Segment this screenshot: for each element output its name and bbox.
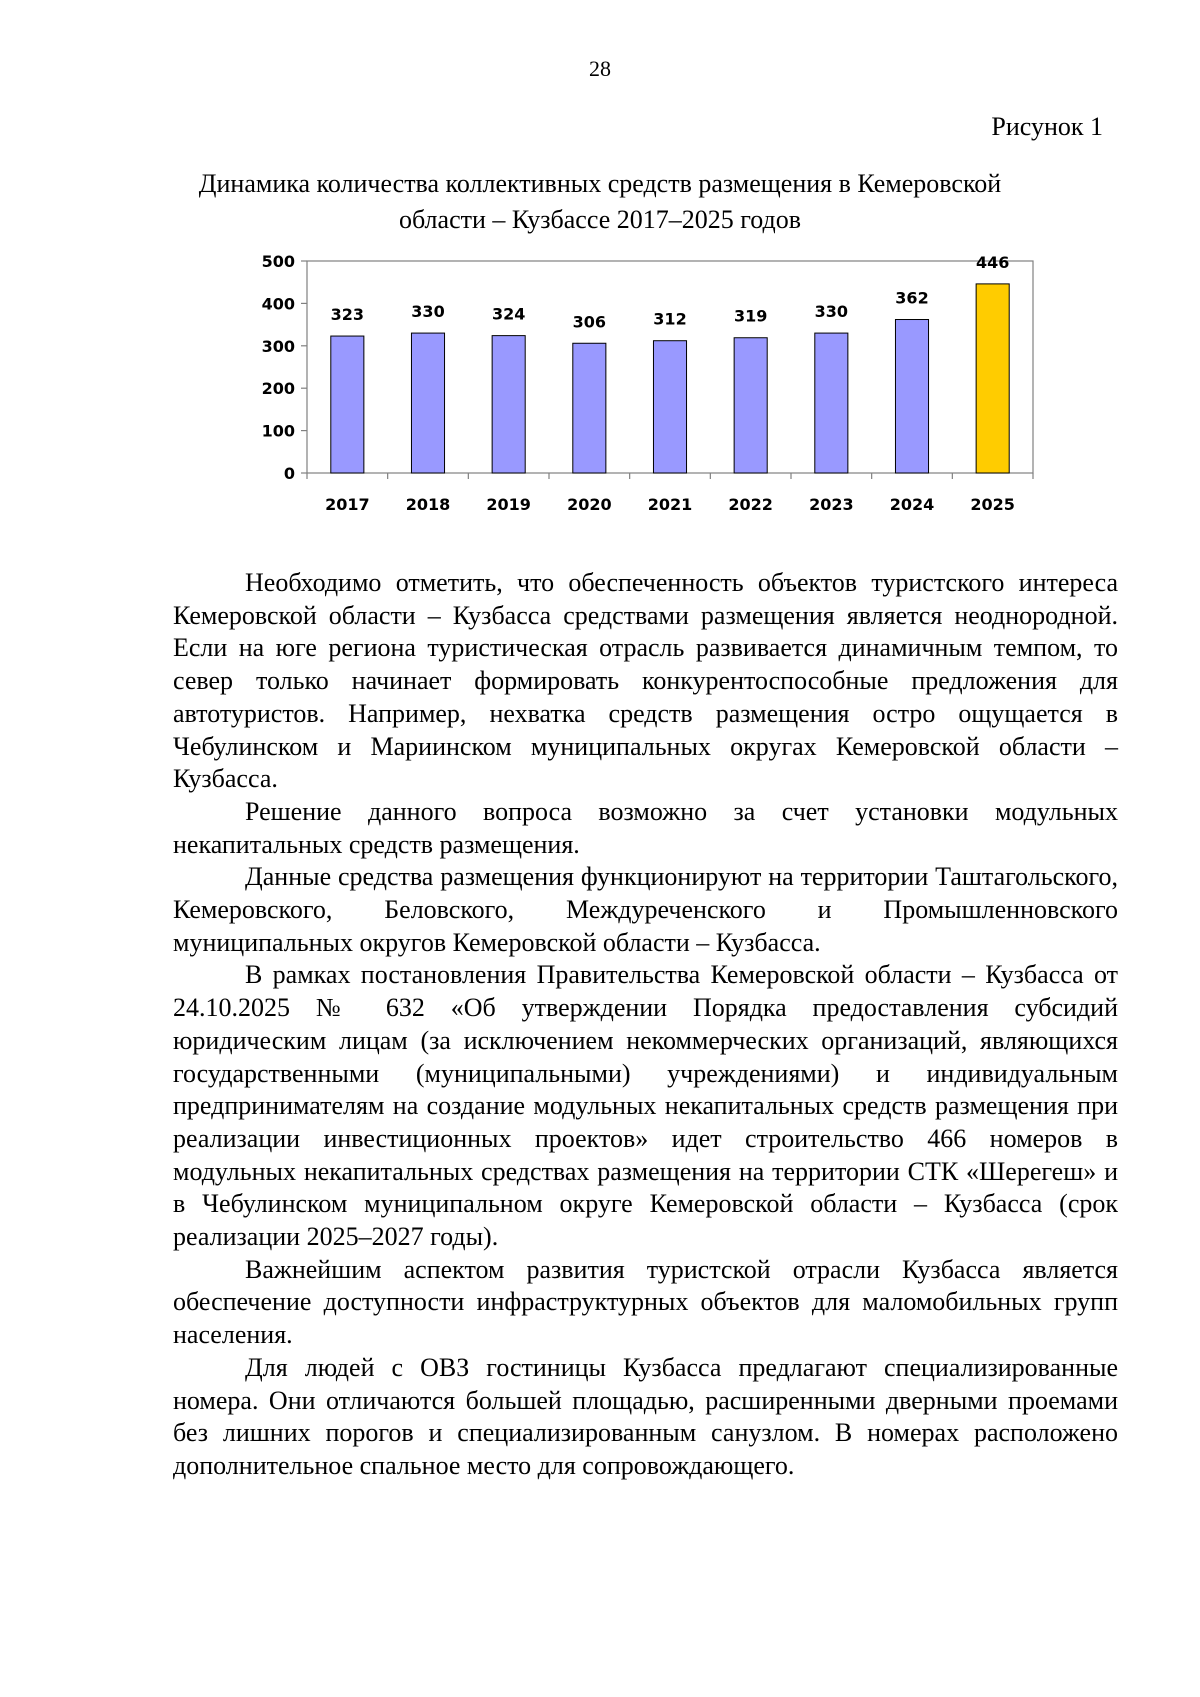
y-tick-label: 400: [261, 294, 295, 314]
paragraph-2: Решение данного вопроса возможно за счет установки модульных некапитальных средств размещения.: [173, 796, 1118, 859]
paragraph-6: Для людей с ОВЗ гостиницы Кузбасса предлагают специализированные номера. Они отличаются большей площадью, расширенными дверными проемами без лишних порогов и специализированным санузлом. В номерах расположено дополнительное спальное место для сопровождающего.: [173, 1352, 1118, 1480]
x-tick-label: 2018: [405, 495, 451, 514]
figure-title-line-2: области – Кузбассе 2017–2025 годов: [398, 205, 802, 234]
bar: [411, 333, 444, 473]
data-label: 330: [814, 302, 849, 322]
figure-title-line-1: Динамика количества коллективных средств размещения в Кемеровской: [198, 169, 1002, 198]
x-tick-label: 2022: [728, 495, 773, 514]
x-tick-label: 2023: [809, 495, 854, 514]
paragraph-5: Важнейшим аспектом развития туристской отрасли Кузбасса является обеспечение доступности инфраструктурных объектов для маломобильных групп населения.: [173, 1254, 1118, 1350]
data-label: 446: [975, 252, 1010, 272]
x-tick-label: 2021: [647, 495, 693, 514]
x-tick-label: 2024: [889, 495, 935, 514]
data-label: 323: [330, 305, 365, 325]
y-tick-label: 200: [261, 379, 295, 399]
y-tick-label: 500: [261, 252, 295, 271]
figure-label: Рисунок 1: [991, 112, 1103, 141]
bar: [653, 341, 686, 473]
x-tick-label: 2017: [325, 495, 370, 514]
bar-chart: [240, 250, 1040, 535]
x-tick-label: 2019: [486, 495, 531, 514]
y-tick-label: 300: [261, 336, 295, 356]
bar: [976, 284, 1009, 473]
data-label: 312: [653, 309, 687, 329]
figure-title: [150, 166, 1050, 238]
body-text: [173, 567, 1118, 1483]
paragraph-3: Данные средства размещения функционируют на территории Таштагольского, Кемеровского, Беловского, Междуреченского и Промышленновского муниципальных округов Кемеровской области – Кузбасса.: [173, 862, 1118, 957]
x-tick-label: 2025: [970, 495, 1015, 514]
bar: [331, 336, 364, 473]
bar: [492, 336, 525, 473]
data-label: 319: [733, 306, 768, 326]
data-label: 362: [895, 288, 929, 308]
y-tick-label: 100: [261, 421, 295, 441]
bar: [815, 333, 848, 473]
data-label: 306: [572, 312, 607, 332]
data-label: 324: [491, 304, 526, 324]
data-label: 330: [411, 302, 445, 322]
bar-chart-svg: [240, 250, 1040, 535]
bar: [573, 343, 606, 473]
paragraph-1: Необходимо отметить, что обеспеченность объектов туристского интереса Кемеровской области – Кузбасса средствами размещения является неоднородной. Если на юге региона туристическая отрасль развивается динамичным темпом, то север только начинает формировать конкурентоспособные предложения для автотуристов. Например, нехватка средств размещения остро ощущается в Чебулинском и Мариинском муниципальных округах Кемеровской области – Кузбасса.: [173, 568, 1118, 794]
bar: [734, 338, 767, 473]
paragraph-4: В рамках постановления Правительства Кемеровской области – Кузбасса от 24.10.2025 № 632 «Об утверждении Порядка предоставления субсидий юридическим лицам (за исключением некоммерческих организаций, являющихся государственными (муниципальными) учреждениями) и индивидуальным предпринимателям на создание модульных некапитальных средств размещения при реализации инвестиционных проектов» идет строительство 466 номеров в модульных некапитальных средствах размещения на территории СТК «Шерегеш» и в Чебулинском муниципальном округе Кемеровской области – Кузбасса (срок реализации 2025–2027 годы).: [173, 960, 1118, 1252]
bar: [895, 320, 928, 473]
x-tick-label: 2020: [567, 495, 612, 514]
page-number: 28: [589, 56, 611, 81]
y-tick-label: 0: [283, 464, 295, 483]
